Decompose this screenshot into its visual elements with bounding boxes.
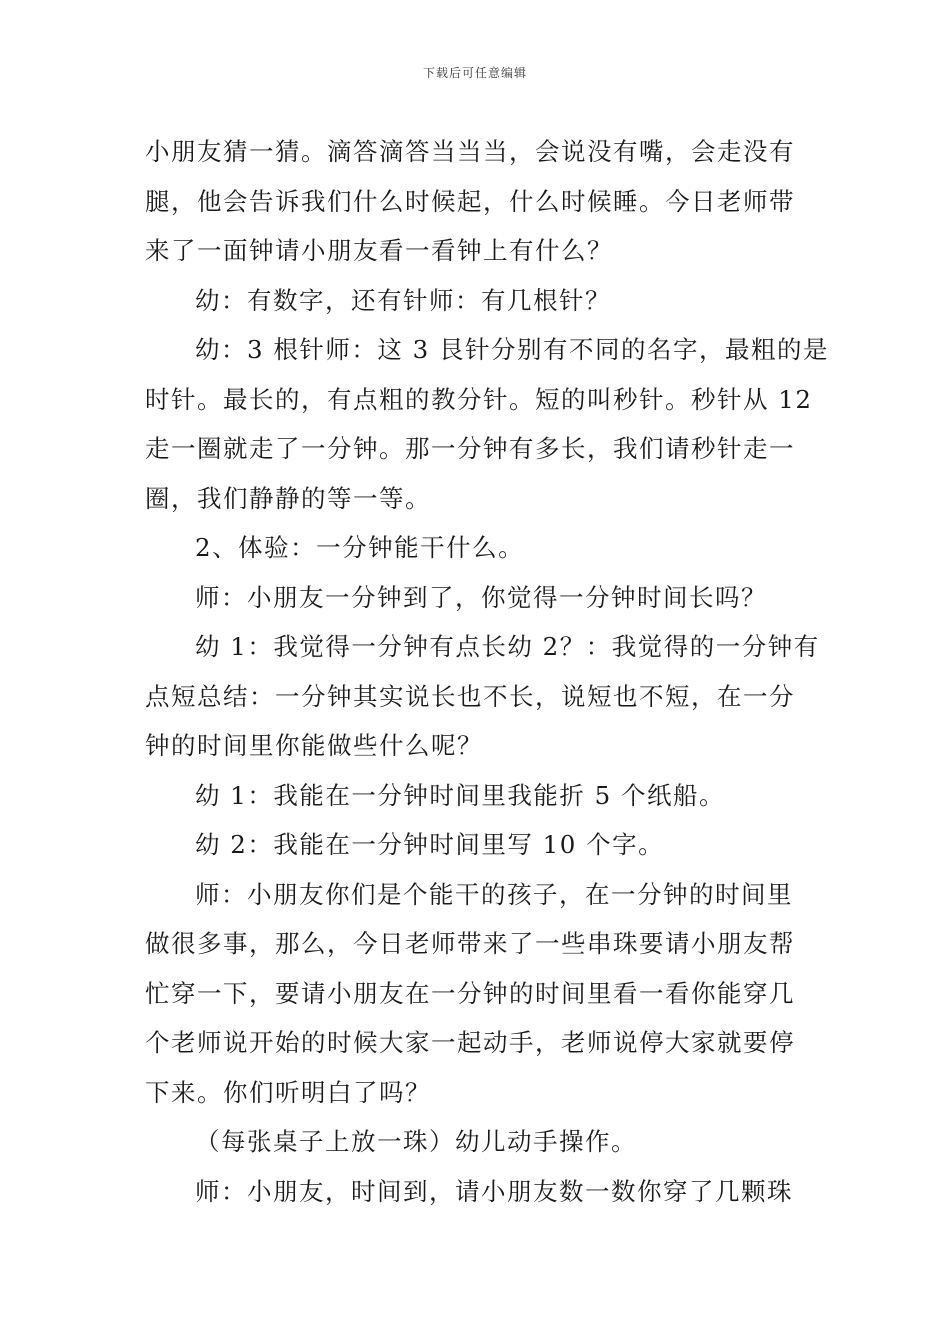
page-header: 下载后可任意编辑 (422, 66, 527, 80)
text-line: 幼：3 根针师：这 3 艮针分别有不同的名字，最粗的是 (195, 335, 830, 364)
text-line: 幼 2：我能在一分钟时间里写 10 个字。 (195, 830, 665, 859)
text-line: 师：小朋友一分钟到了，你觉得一分钟时间长吗？ (195, 582, 767, 612)
document-body (145, 127, 830, 1216)
text-line: 下来。你们听明白了吗？ (145, 1077, 431, 1107)
text-line: 点短总结：一分钟其实说长也不长，说短也不短，在一分 (145, 681, 795, 711)
text-line: 走一圈就走了一分钟。那一分钟有多长，我们请秒针走一 (145, 434, 795, 463)
text-line: 做很多事，那么，今日老师带来了一些串珠要请小朋友帮 (145, 929, 795, 958)
text-line: 2、体验：一分钟能干什么。 (195, 533, 525, 562)
text-line: 幼：有数字，还有针师：有几根针？ (195, 285, 611, 315)
text-line: 幼 1：我觉得一分钟有点长幼 2？：我觉得的一分钟有 (195, 632, 820, 661)
text-line: 时针。最长的，有点粗的教分针。短的叫秒针。秒针从 12 (145, 384, 813, 414)
text-line: （每张桌子上放一珠）幼儿动手操作。 (195, 1127, 637, 1156)
text-line: 幼 1：我能在一分钟时间里我能折 5 个纸船。 (195, 780, 726, 810)
text-line: 个老师说开始的时候大家一起动手，老师说停大家就要停 (145, 1028, 795, 1057)
text-line: 师：小朋友，时间到，请小朋友数一数你穿了几颗珠 (195, 1176, 793, 1206)
text-line: 师：小朋友你们是个能干的孩子，在一分钟的时间里 (195, 879, 793, 909)
text-line: 钟的时间里你能做些什么呢？ (145, 731, 483, 760)
text-line: 忙穿一下，要请小朋友在一分钟的时间里看一看你能穿几 (145, 978, 795, 1008)
text-line: 来了一面钟请小朋友看一看钟上有什么？ (145, 236, 613, 265)
text-line: 腿，他会告诉我们什么时候起，什么时候睡。今日老师带 (145, 186, 795, 216)
text-line: 圈，我们静静的等一等。 (145, 483, 431, 513)
text-line: 小朋友猜一猜。滴答滴答当当当，会说没有嘴，会走没有 (145, 137, 795, 166)
